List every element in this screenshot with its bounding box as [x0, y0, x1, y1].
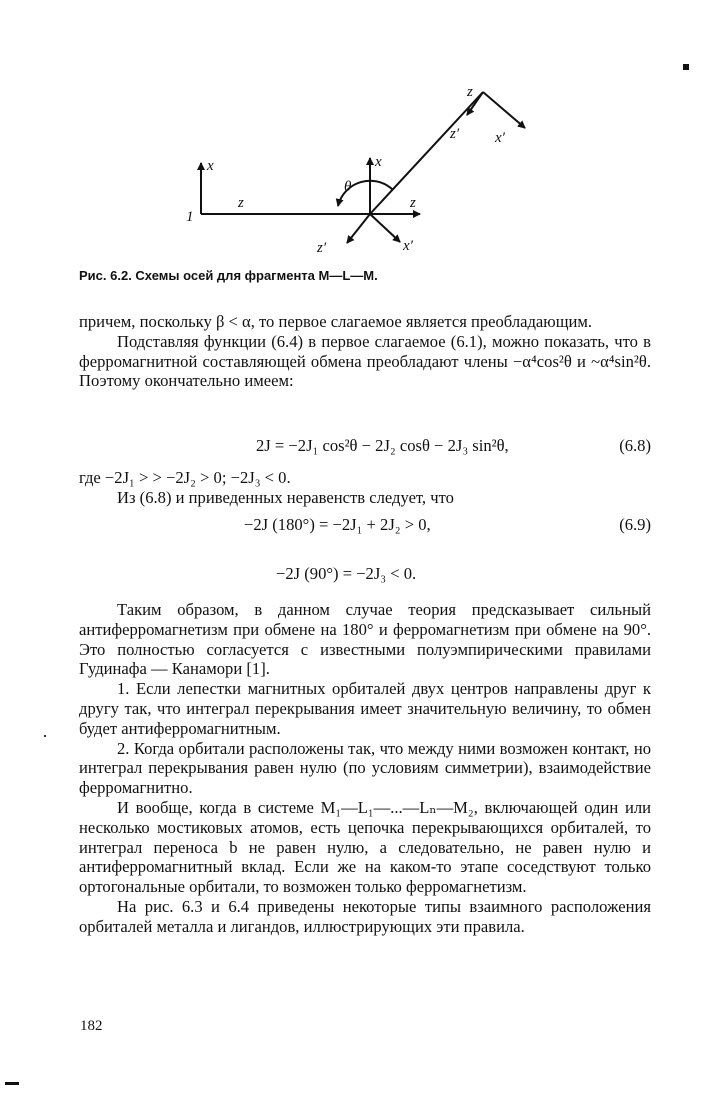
- paragraph-8: На рис. 6.3 и 6.4 приведены некоторые типы взаимного расположения орбиталей металла и лигандов, иллюстрирующих эти правила.: [79, 896, 651, 936]
- where-line: где −2J₁ > > −2J₂ > 0; −2J₃ < 0.: [79, 468, 291, 487]
- bond-line: [370, 92, 483, 214]
- label-x-prime-bot: x′: [403, 238, 413, 254]
- equation-6-9b-body: −2J (90°) = −2J₃ < 0.: [276, 564, 417, 583]
- label-x-prime-top: x′: [495, 130, 505, 146]
- equation-6-9-body: −2J (180°) = −2J₁ + 2J₂ > 0,: [244, 515, 431, 534]
- label-z-left: z: [238, 195, 244, 211]
- label-z-mid: z: [410, 195, 416, 211]
- label-z-prime-bot: z′: [317, 240, 327, 256]
- upper-x-prime-axis: [483, 92, 525, 128]
- paragraph-7: И вообще, когда в системе M₁—L₁—...—Lₙ—M₂, включающей один или несколько мостиковых атомов, есть цепочка перекрывающихся орбиталей, то интеграл переноса b не равен нулю, а следовательно, не равен нулю и антиферромагнитный вклад. Если же на каком-то этапе соседствуют только ортогональные орбитали, то возможен только ферромагнетизм.: [79, 797, 651, 897]
- paragraph-6: 2. Когда орбитали расположены так, что между ними возможен контакт, но интеграл перекрывания равен нулю (по условиям симметрии), взаимодействие ферромагнитно.: [79, 738, 651, 798]
- text-block-2: [79, 468, 651, 508]
- figure-caption: Рис. 6.2. Схемы осей для фрагмента M—L—M.: [79, 268, 378, 283]
- text-block-1: [79, 312, 651, 391]
- label-x-mid: x: [375, 154, 382, 170]
- paragraph-2: Подставляя функции (6.4) в первое слагаемое (6.1), можно показать, что в ферромагнитной составляющей обмена преобладают члены −α⁴cos²θ и ~α⁴sin²θ. Поэтому окончательно имеем:: [79, 331, 651, 391]
- label-theta: θ: [344, 179, 352, 195]
- equation-6-8-body: 2J = −2J₁ cos²θ − 2J₂ cosθ − 2J₃ sin²θ,: [256, 436, 509, 455]
- equation-6-9-number: (6.9): [619, 515, 651, 534]
- equation-6-9: [79, 515, 651, 535]
- margin-dash: [5, 1082, 19, 1085]
- paragraph-3: Из (6.8) и приведенных неравенств следует, что: [117, 487, 454, 507]
- equation-6-8-number: (6.8): [619, 436, 651, 455]
- text-block-3: [79, 600, 651, 937]
- label-z-prime-top: z′: [450, 126, 460, 142]
- paragraph-5: 1. Если лепестки магнитных орбиталей двух центров направлены друг к другу так, что интеграл перекрывания имеет значительную величину, то обмен будет антиферромагнитным.: [79, 679, 651, 738]
- label-one: 1: [186, 209, 194, 225]
- lower-z-prime-axis: [347, 214, 370, 243]
- axes-figure: [0, 0, 709, 300]
- margin-dot: [683, 64, 689, 70]
- page-number: 182: [80, 1018, 103, 1034]
- lower-x-prime-axis: [370, 214, 400, 242]
- equation-6-8: [79, 436, 651, 456]
- label-x-left: x: [207, 158, 214, 174]
- equation-6-9b: [79, 564, 651, 584]
- paragraph-1: причем, поскольку β < α, то первое слагаемое является преобладающим.: [79, 312, 592, 331]
- margin-tick: [44, 735, 46, 737]
- paragraph-4: Таким образом, в данном случае теория предсказывает сильный антиферромагнетизм при обмене на 180° и ферромагнетизм при обмене на 90°. Это полностью согласуется с известными полуэмпирическими правилами Гудинафа — Канамори [1].: [79, 600, 651, 679]
- label-z-top: z: [467, 84, 473, 100]
